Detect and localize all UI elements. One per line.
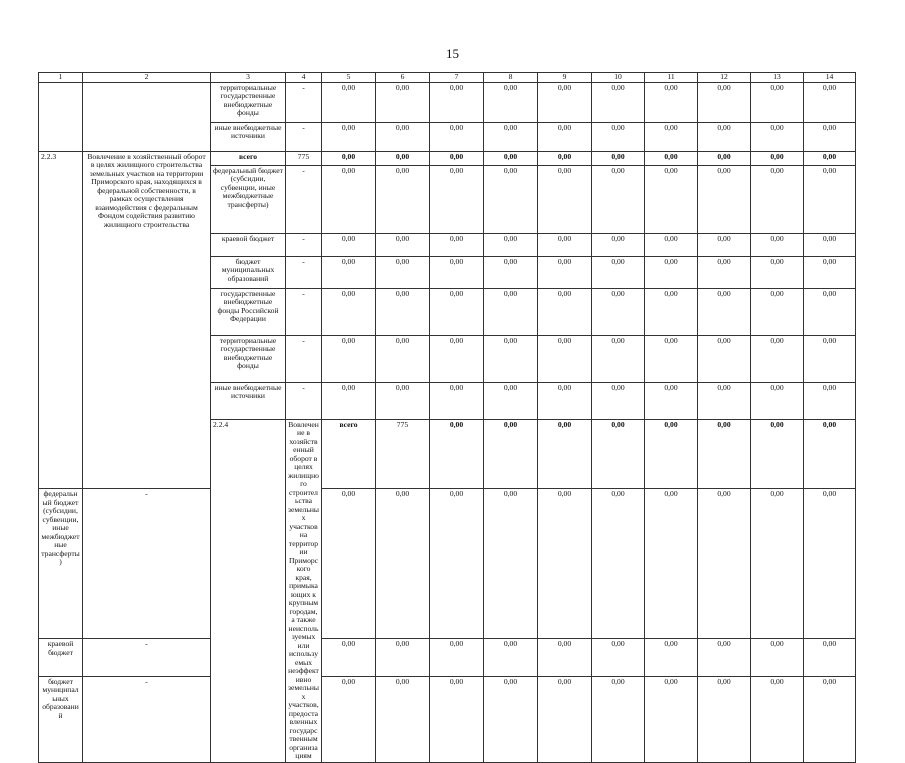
amount-cell: 0,00: [698, 151, 751, 165]
amount-cell: 0,00: [376, 122, 430, 151]
amount-cell: 0,00: [484, 419, 538, 489]
amount-cell: 0,00: [376, 82, 430, 122]
amount-cell: 0,00: [484, 382, 538, 419]
amount-cell: 0,00: [751, 419, 804, 489]
amount-cell: 0,00: [376, 335, 430, 382]
column-header: 3: [211, 73, 286, 83]
amount-cell: 0,00: [430, 151, 484, 165]
table-row: [39, 151, 856, 165]
amount-cell: 0,00: [484, 151, 538, 165]
table-header: [39, 73, 856, 83]
amount-cell: 0,00: [484, 82, 538, 122]
amount-cell: 0,00: [538, 676, 592, 762]
amount-cell: 0,00: [804, 489, 856, 639]
amount-cell: 0,00: [645, 639, 698, 677]
amount-cell: 0,00: [804, 676, 856, 762]
amount-cell: 0,00: [376, 489, 430, 639]
amount-cell: 0,00: [322, 82, 376, 122]
amount-cell: 0,00: [645, 676, 698, 762]
amount-cell: 0,00: [592, 122, 645, 151]
amount-cell: 0,00: [751, 256, 804, 288]
amount-cell: 0,00: [698, 165, 751, 233]
item-name: Вовлечение в хозяйственный оборот в целях жилищного строительства земельных участков на территории Приморского края, находящихся в федеральной собственности, в рамках осуществления взаимодействия с федеральным Фондом содействия развитию жилищного строительства: [83, 151, 211, 489]
funding-source: территориальные государственные внебюджетные фонды: [211, 82, 286, 122]
amount-cell: 0,00: [430, 676, 484, 762]
amount-cell: 0,00: [430, 256, 484, 288]
column-header: 1: [39, 73, 83, 83]
funding-source: краевой бюджет: [39, 639, 83, 677]
amount-cell: 0,00: [430, 419, 484, 489]
amount-cell: 0,00: [804, 151, 856, 165]
amount-cell: 0,00: [322, 335, 376, 382]
amount-cell: 0,00: [538, 288, 592, 335]
amount-cell: 0,00: [751, 676, 804, 762]
amount-cell: 0,00: [645, 335, 698, 382]
amount-cell: 0,00: [592, 335, 645, 382]
amount-cell: 0,00: [698, 676, 751, 762]
amount-cell: 0,00: [322, 676, 376, 762]
code-column-value: -: [286, 382, 322, 419]
amount-cell: 0,00: [804, 288, 856, 335]
amount-cell: 0,00: [804, 165, 856, 233]
funding-source: всего: [322, 419, 376, 489]
amount-cell: 0,00: [322, 122, 376, 151]
code-column-value: -: [83, 489, 211, 639]
amount-cell: 0,00: [376, 256, 430, 288]
code-column-value: 775: [286, 151, 322, 165]
table-row: [39, 489, 856, 639]
item-code: 2.2.3: [39, 151, 83, 489]
amount-cell: 0,00: [698, 489, 751, 639]
amount-cell: 0,00: [698, 382, 751, 419]
amount-cell: 0,00: [538, 151, 592, 165]
column-header: 10: [592, 73, 645, 83]
table-row: [39, 639, 856, 677]
amount-cell: 0,00: [484, 288, 538, 335]
amount-cell: 0,00: [376, 676, 430, 762]
amount-cell: 0,00: [804, 122, 856, 151]
amount-cell: 0,00: [484, 233, 538, 256]
table-row: [39, 82, 856, 122]
amount-cell: 0,00: [322, 489, 376, 639]
amount-cell: 0,00: [698, 419, 751, 489]
item-name: Вовлечение в хозяйственный оборот в целях жилищного строительства земельных участков на территории Приморского края, примыкающих к крупным городам, а также неиспользуемых или используемых неэффективно земельных участков, предоставленных государственным организациям: [286, 419, 322, 762]
funding-source: иные внебюджетные источники: [211, 382, 286, 419]
amount-cell: 0,00: [592, 233, 645, 256]
code-column-value: -: [83, 639, 211, 677]
amount-cell: 0,00: [645, 233, 698, 256]
amount-cell: 0,00: [430, 122, 484, 151]
code-column-value: -: [286, 335, 322, 382]
funding-source: федеральный бюджет (субсидии, субвенции, иные межбюджетные трансферты): [211, 165, 286, 233]
amount-cell: 0,00: [484, 122, 538, 151]
amount-cell: 0,00: [322, 165, 376, 233]
amount-cell: 0,00: [538, 165, 592, 233]
amount-cell: 0,00: [698, 82, 751, 122]
amount-cell: 0,00: [751, 489, 804, 639]
amount-cell: 0,00: [430, 639, 484, 677]
funding-source: всего: [211, 151, 286, 165]
amount-cell: 0,00: [645, 122, 698, 151]
amount-cell: 0,00: [592, 419, 645, 489]
amount-cell: 0,00: [804, 233, 856, 256]
amount-cell: 0,00: [484, 335, 538, 382]
amount-cell: 0,00: [376, 382, 430, 419]
amount-cell: 0,00: [538, 233, 592, 256]
amount-cell: 0,00: [645, 151, 698, 165]
amount-cell: 0,00: [698, 233, 751, 256]
amount-cell: 0,00: [484, 256, 538, 288]
column-header: 9: [538, 73, 592, 83]
amount-cell: 0,00: [804, 82, 856, 122]
funding-source: государственные внебюджетные фонды Российской Федерации: [211, 288, 286, 335]
amount-cell: 0,00: [538, 82, 592, 122]
amount-cell: 0,00: [751, 382, 804, 419]
amount-cell: 0,00: [484, 639, 538, 677]
amount-cell: 0,00: [592, 288, 645, 335]
amount-cell: 0,00: [592, 165, 645, 233]
amount-cell: 0,00: [645, 256, 698, 288]
amount-cell: 0,00: [804, 419, 856, 489]
funding-source: краевой бюджет: [211, 233, 286, 256]
amount-cell: 0,00: [538, 489, 592, 639]
code-column-value: -: [286, 122, 322, 151]
amount-cell: 0,00: [592, 382, 645, 419]
amount-cell: 0,00: [484, 489, 538, 639]
amount-cell: 0,00: [645, 288, 698, 335]
amount-cell: 0,00: [645, 489, 698, 639]
amount-cell: 0,00: [430, 489, 484, 639]
amount-cell: 0,00: [592, 256, 645, 288]
budget-table: [38, 72, 856, 763]
amount-cell: 0,00: [698, 335, 751, 382]
column-header: 13: [751, 73, 804, 83]
amount-cell: 0,00: [645, 165, 698, 233]
funding-source: бюджет муниципальных образований: [211, 256, 286, 288]
column-header: 4: [286, 73, 322, 83]
amount-cell: 0,00: [322, 256, 376, 288]
amount-cell: 0,00: [322, 288, 376, 335]
funding-source: иные внебюджетные источники: [211, 122, 286, 151]
amount-cell: 0,00: [751, 165, 804, 233]
column-header: 6: [376, 73, 430, 83]
amount-cell: 0,00: [538, 256, 592, 288]
amount-cell: 0,00: [592, 151, 645, 165]
amount-cell: 0,00: [592, 489, 645, 639]
amount-cell: 0,00: [804, 256, 856, 288]
amount-cell: 0,00: [592, 676, 645, 762]
amount-cell: 0,00: [376, 151, 430, 165]
amount-cell: 0,00: [804, 382, 856, 419]
column-header: 5: [322, 73, 376, 83]
code-column-value: 775: [376, 419, 430, 489]
code-column-value: -: [286, 82, 322, 122]
amount-cell: 0,00: [376, 288, 430, 335]
amount-cell: 0,00: [430, 233, 484, 256]
amount-cell: 0,00: [430, 165, 484, 233]
amount-cell: 0,00: [376, 639, 430, 677]
column-header: 2: [83, 73, 211, 83]
amount-cell: 0,00: [804, 639, 856, 677]
code-column-value: -: [286, 256, 322, 288]
amount-cell: 0,00: [751, 335, 804, 382]
amount-cell: 0,00: [592, 82, 645, 122]
amount-cell: 0,00: [751, 122, 804, 151]
amount-cell: 0,00: [592, 639, 645, 677]
amount-cell: 0,00: [645, 382, 698, 419]
amount-cell: 0,00: [751, 288, 804, 335]
code-cell-empty: [39, 82, 83, 151]
column-header: 11: [645, 73, 698, 83]
amount-cell: 0,00: [322, 151, 376, 165]
amount-cell: 0,00: [376, 233, 430, 256]
amount-cell: 0,00: [430, 288, 484, 335]
funding-source: бюджет муниципальных образований: [39, 676, 83, 762]
amount-cell: 0,00: [430, 382, 484, 419]
amount-cell: 0,00: [484, 676, 538, 762]
amount-cell: 0,00: [645, 82, 698, 122]
amount-cell: 0,00: [430, 82, 484, 122]
amount-cell: 0,00: [322, 382, 376, 419]
column-header: 12: [698, 73, 751, 83]
page-number: 15: [446, 46, 459, 61]
amount-cell: 0,00: [645, 419, 698, 489]
funding-source: территориальные государственные внебюджетные фонды: [211, 335, 286, 382]
amount-cell: 0,00: [698, 288, 751, 335]
amount-cell: 0,00: [751, 639, 804, 677]
column-header: 8: [484, 73, 538, 83]
amount-cell: 0,00: [376, 165, 430, 233]
amount-cell: 0,00: [751, 82, 804, 122]
code-column-value: -: [286, 233, 322, 256]
funding-source: федеральный бюджет (субсидии, субвенции, иные межбюджетные трансферты): [39, 489, 83, 639]
amount-cell: 0,00: [751, 151, 804, 165]
amount-cell: 0,00: [484, 165, 538, 233]
amount-cell: 0,00: [698, 122, 751, 151]
column-header: 7: [430, 73, 484, 83]
name-cell-empty: [83, 82, 211, 151]
amount-cell: 0,00: [538, 122, 592, 151]
amount-cell: 0,00: [804, 335, 856, 382]
amount-cell: 0,00: [698, 639, 751, 677]
column-header: 14: [804, 73, 856, 83]
item-code: 2.2.4: [211, 419, 286, 762]
amount-cell: 0,00: [538, 639, 592, 677]
amount-cell: 0,00: [430, 335, 484, 382]
table-row: [39, 676, 856, 762]
amount-cell: 0,00: [538, 382, 592, 419]
amount-cell: 0,00: [538, 335, 592, 382]
amount-cell: 0,00: [538, 419, 592, 489]
amount-cell: 0,00: [751, 233, 804, 256]
amount-cell: 0,00: [322, 233, 376, 256]
code-column-value: -: [83, 676, 211, 762]
amount-cell: 0,00: [698, 256, 751, 288]
amount-cell: 0,00: [322, 639, 376, 677]
code-column-value: -: [286, 288, 322, 335]
code-column-value: -: [286, 165, 322, 233]
